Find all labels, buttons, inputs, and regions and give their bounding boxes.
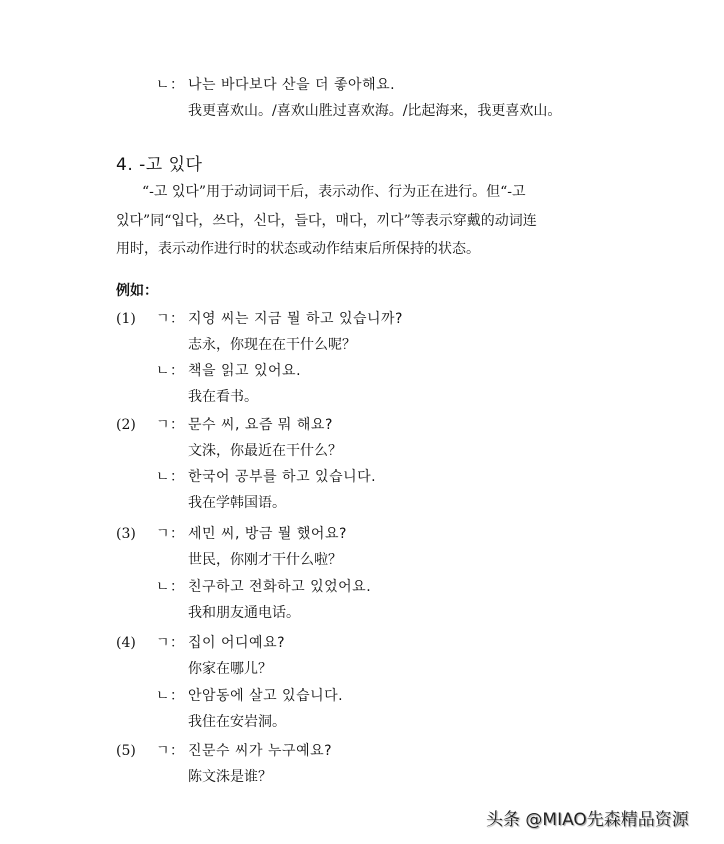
korean-sentence: 안암동에 살고 있습니다.	[188, 688, 344, 704]
speaker-marker: ㄴ：	[156, 469, 185, 485]
speaker-marker: ㄱ：	[156, 526, 185, 542]
chinese-translation: 我住在安岩洞。	[188, 714, 286, 730]
example-number: (5)	[116, 743, 136, 759]
chinese-translation: 我更喜欢山。/喜欢山胜过喜欢海。/比起海来，我更喜欢山。	[188, 103, 562, 119]
korean-sentence: 문수 씨, 요즘 뭐 해요?	[188, 417, 333, 433]
korean-sentence: 한국어 공부를 하고 있습니다.	[188, 469, 377, 485]
chinese-translation: 志永，你现在在干什么呢？	[188, 337, 356, 353]
example-number: (1)	[116, 311, 136, 327]
korean-sentence: 집이 어디예요?	[188, 635, 286, 651]
speaker-marker: ㄱ：	[156, 635, 185, 651]
chinese-translation: 我在学韩国语。	[188, 495, 286, 511]
watermark: 头条 @MIAO先森精品资源	[486, 810, 689, 830]
example-number: (3)	[116, 526, 136, 542]
speaker-marker: ㄱ：	[156, 417, 185, 433]
speaker-marker: ㄱ：	[156, 743, 185, 759]
example-number: (2)	[116, 417, 136, 433]
korean-sentence: 지영 씨는 지금 뭘 하고 있습니까?	[188, 311, 403, 327]
chinese-translation: 陈文洙是谁？	[188, 769, 272, 785]
korean-sentence: 친구하고 전화하고 있었어요.	[188, 579, 372, 595]
paragraph-line: “-고 있다”用于动词词干后，表示动作、行为正在进行。但“-고	[142, 184, 526, 200]
korean-sentence: 진문수 씨가 누구예요?	[188, 743, 333, 759]
paragraph-line: 用时，表示动作进行时的状态或动作结束后所保持的状态。	[116, 241, 480, 257]
korean-sentence: 세민 씨, 방금 뭘 했어요?	[188, 526, 347, 542]
section-title: 4. -고 있다	[116, 155, 203, 175]
chinese-translation: 世民，你刚才干什么啦？	[188, 552, 342, 568]
example-number: (4)	[116, 635, 136, 651]
paragraph-line: 있다”同“입다，쓰다，신다，들다，매다，끼다”等表示穿戴的动词连	[116, 213, 537, 229]
chinese-translation: 你家在哪儿？	[188, 661, 272, 677]
examples-label: 例如：	[116, 283, 158, 299]
chinese-translation: 我在看书。	[188, 389, 258, 405]
speaker-marker: ㄴ：	[156, 579, 185, 595]
korean-sentence: 책을 읽고 있어요.	[188, 363, 302, 379]
korean-sentence: 나는 바다보다 산을 더 좋아해요.	[188, 77, 396, 93]
chinese-translation: 文洙，你最近在干什么？	[188, 443, 342, 459]
speaker-marker: ㄴ：	[156, 77, 185, 93]
speaker-marker: ㄴ：	[156, 363, 185, 379]
chinese-translation: 我和朋友通电话。	[188, 605, 300, 621]
speaker-marker: ㄱ：	[156, 311, 185, 327]
speaker-marker: ㄴ：	[156, 688, 185, 704]
